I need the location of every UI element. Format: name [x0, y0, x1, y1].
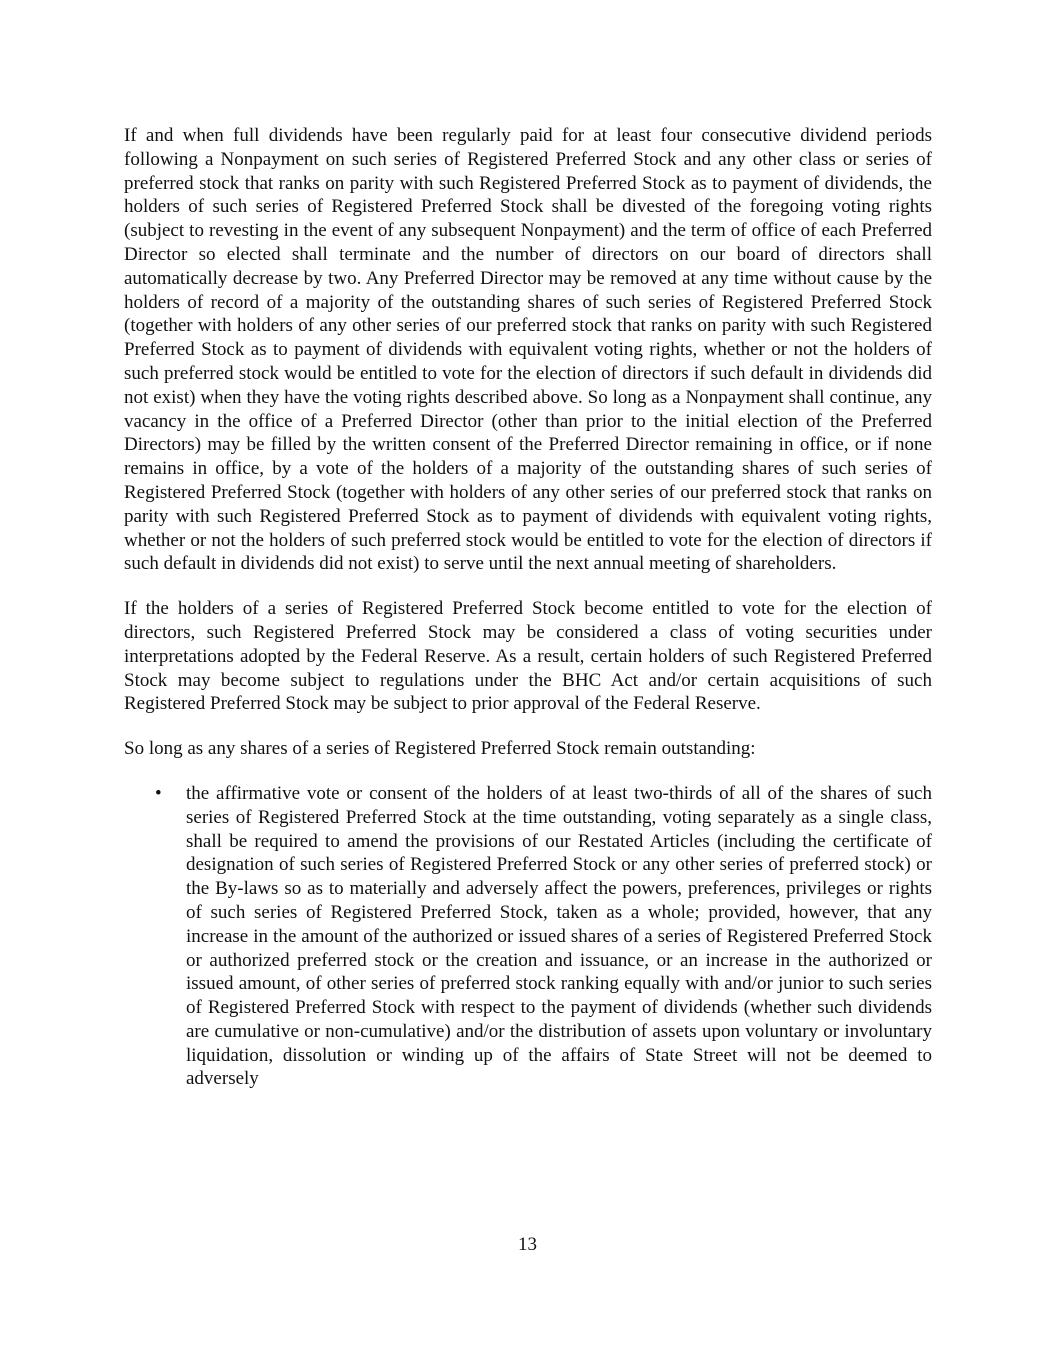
document-page: [124, 124, 932, 1091]
bullet-icon: •: [155, 782, 162, 804]
page-number: 13: [518, 1234, 537, 1255]
list-item: [124, 782, 932, 1091]
paragraph-voting-rights-divestment: If and when full dividends have been regularly paid for at least four consecutive dividend periods following a Nonpayment on such series of Registered Preferred Stock and any other class or series of preferred stock that ranks on parity with such Registered Preferred Stock as to payment of dividends, the holders of such series of Registered Preferred Stock shall be divested of the foregoing voting rights (subject to revesting in the event of any subsequent Nonpayment) and the term of office of each Preferred Director so elected shall terminate and the number of directors on our board of directors shall automatically decrease by two. Any Preferred Director may be removed at any time without cause by the holders of record of a majority of the outstanding shares of such series of Registered Preferred Stock (together with holders of any other series of our preferred stock that ranks on parity with such Registered Preferred Stock as to payment of dividends with equivalent voting rights, whether or not the holders of such preferred stock would be entitled to vote for the election of directors if such default in dividends did not exist) when they have the voting rights described above. So long as a Nonpayment shall continue, any vacancy in the office of a Preferred Director (other than prior to the initial election of the Preferred Directors) may be filled by the written consent of the Preferred Director remaining in office, or if none remains in office, by a vote of the holders of a majority of the outstanding shares of such series of Registered Preferred Stock (together with holders of any other series of our preferred stock that ranks on parity with such Registered Preferred Stock as to payment of dividends with equivalent voting rights, whether or not the holders of such preferred stock would be entitled to vote for the election of directors if such default in dividends did not exist) to serve until the next annual meeting of shareholders.: [124, 125, 932, 575]
paragraph-federal-reserve: If the holders of a series of Registered Preferred Stock become entitled to vote for the election of directors, such Registered Preferred Stock may be considered a class of voting securities under interpretations adopted by the Federal Reserve. As a result, certain holders of such Registered Preferred Stock may become subject to regulations under the BHC Act and/or certain acquisitions of such Registered Preferred Stock may be subject to prior approval of the Federal Reserve.: [124, 598, 932, 715]
paragraph-outstanding-intro: So long as any shares of a series of Registered Preferred Stock remain outstanding:: [124, 738, 756, 760]
bullet-text: the affirmative vote or consent of the holders of at least two-thirds of all of the shares of such series of Registered Preferred Stock at the time outstanding, voting separately as a single class, shall be required to amend the provisions of our Restated Articles (including the certificate of designation of such series of Registered Preferred Stock or any other series of preferred stock) or the By-laws so as to materially and adversely affect the powers, preferences, privileges or rights of such series of Registered Preferred Stock, taken as a whole; provided, however, that any increase in the amount of the authorized or issued shares of a series of Registered Preferred Stock or authorized preferred stock or the creation and issuance, or an increase in the authorized or issued amount, of other series of preferred stock ranking equally with and/or junior to such series of Registered Preferred Stock with respect to the payment of dividends (whether such dividends are cumulative or non-cumulative) and/or the distribution of assets upon voluntary or involuntary liquidation, dissolution or winding up of the affairs of State Street will not be deemed to adversely: [186, 782, 932, 1090]
bullet-list: [124, 782, 932, 1091]
